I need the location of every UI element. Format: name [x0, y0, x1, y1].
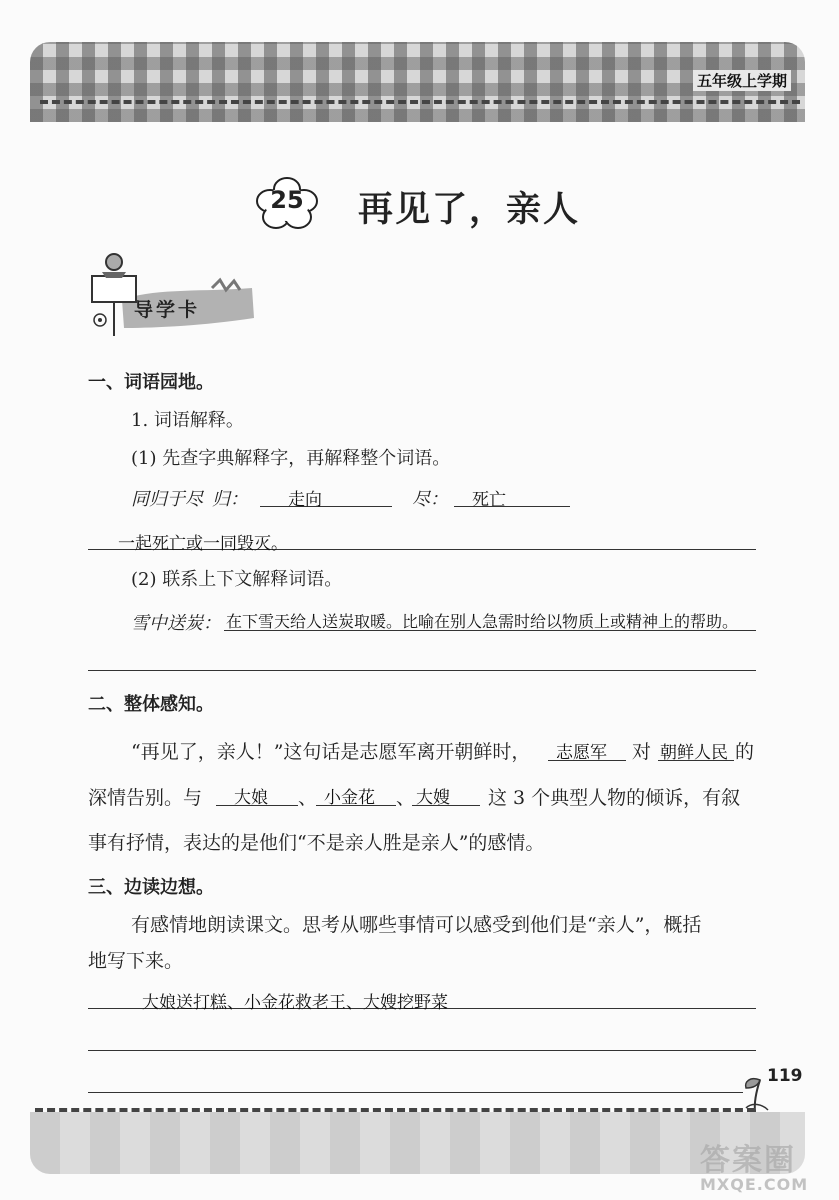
section2-line2-a: 深情告别。与 [88, 787, 203, 809]
grade-label: 五年级上学期 [693, 70, 791, 91]
watermark [700, 1135, 808, 1194]
term-tongguiyujin: 同归于尽 [131, 489, 203, 510]
section2-line1-b: 对 [632, 741, 652, 763]
jin-label: 尽： [412, 489, 448, 510]
header-dashed-line [40, 100, 800, 104]
term2-meaning: 在下雪天给人送炭取暖。比喻在别人急需时给以物质上或精神上的帮助。 [226, 612, 739, 631]
gui-label: 归： [212, 489, 248, 510]
section2-line1-c: 的 [735, 741, 755, 763]
answer-person-2: 小金花 [324, 788, 375, 808]
answer-whom: 朝鲜人民 [660, 743, 728, 763]
section2-heading: 二、整体感知。 [88, 694, 214, 715]
header-band [30, 42, 805, 122]
guide-card-label: 导学卡 [134, 299, 201, 321]
section2-line3: 事有抒情，表达的是他们“不是亲人胜是亲人”的感情。 [88, 832, 545, 854]
answer-who: 志愿军 [556, 743, 607, 763]
section2-line1-a: “再见了，亲人！”这句话是志愿军离开朝鲜时， [131, 741, 531, 763]
lesson-title: 再见了，亲人 [358, 190, 581, 230]
signpost-icon [82, 248, 262, 338]
watermark-line-2: MXQE.COM [700, 1175, 809, 1194]
gui-answer: 走向 [288, 490, 322, 510]
term1-meaning: 一起死亡或一同毁灭。 [118, 534, 288, 554]
answer-person-3: 大嫂 [416, 788, 450, 808]
section3-line1: 有感情地朗读课文。思考从哪些事情可以感受到他们是“亲人”，概括 [131, 914, 702, 936]
section3-answer: 大娘送打糕、小金花救老王、大嫂挖野菜 [142, 993, 448, 1013]
page-number: 119 [767, 1066, 803, 1086]
sub-heading-word-explanation: 1. 词语解释。 [131, 410, 244, 431]
term-xuezhongsongtan: 雪中送炭： [131, 613, 221, 634]
footer-band [30, 1112, 805, 1174]
sep-1: 、 [298, 787, 318, 809]
answer-line-3 [88, 650, 756, 671]
lesson-number: 25 [270, 186, 304, 214]
question-2: (2) 联系上下文解释词语。 [131, 569, 343, 590]
watermark-line-1: 答案圈 [700, 1143, 796, 1178]
gui-answer-line [260, 483, 392, 507]
section3-heading: 三、边读边想。 [88, 877, 214, 898]
question-1: (1) 先查字典解释字，再解释整个词语。 [131, 448, 451, 469]
section3-line2: 地写下来。 [88, 950, 184, 972]
jin-answer: 死亡 [472, 490, 506, 510]
section2-line2-b: 这 3 个典型人物的倾诉，有叙 [488, 787, 741, 809]
answer-line-6 [88, 1074, 743, 1093]
answer-person-1: 大娘 [234, 788, 268, 808]
answer-line-5 [88, 1032, 756, 1051]
sep-2: 、 [396, 787, 416, 809]
section1-heading: 一、词语园地。 [88, 372, 214, 393]
